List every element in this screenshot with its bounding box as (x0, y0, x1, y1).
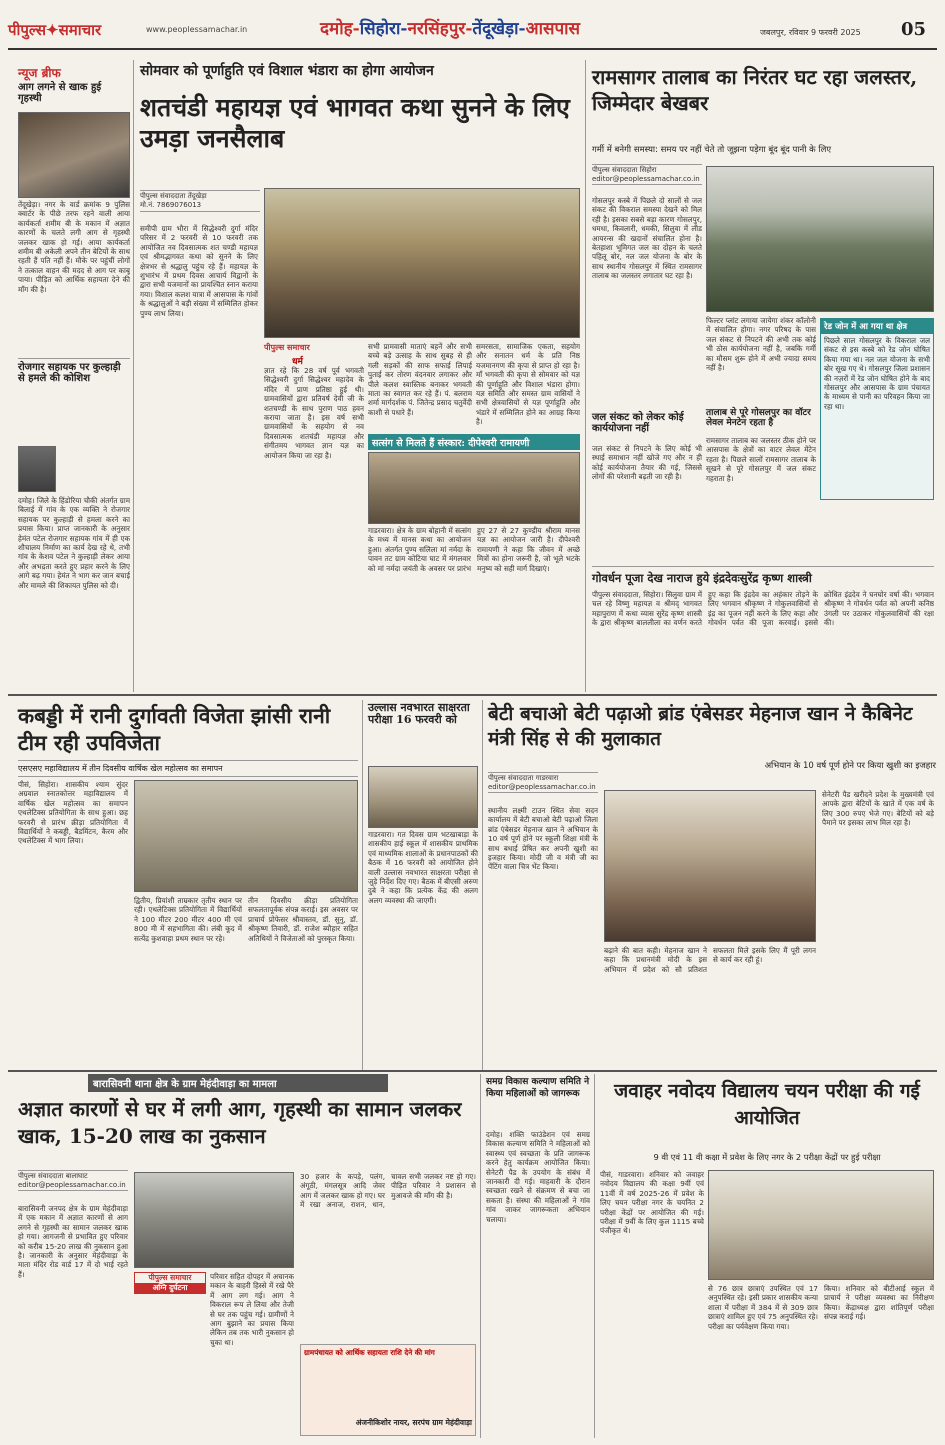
lead-kicker: सोमवार को पूर्णाहुति एवं विशाल भंडारा का होगा आयोजन (140, 63, 434, 79)
lead-byline (140, 190, 260, 212)
region-damoh: दमोह- (320, 19, 360, 39)
lead-col4: समरसता, सामाजिक एकता, सहयोग और सनातन धर्म के प्रति निष्ठ यजमानगण की कृपा से प्राप्त हो रहा है। माँ भगवती की कृपा से सोमवार को यज्ञ की पूर्णाहुति और विशाल भंडारा होगा। यज्ञ समिति और समस्त ग्राम वासियों ने सभी क्षेत्रवासियों से यज्ञ पूर्णाहुति और भंडारे में सम्मिलित होने का आग्रह किया है। (476, 342, 580, 427)
lead-group-photo (264, 188, 580, 338)
aag-note-box (300, 1344, 476, 1436)
left-col-rule (133, 60, 134, 692)
navodaya-body2: से 76 छात्र छात्राएं उपस्थित एवं 17 अनुपस्थित रहे। इसी प्रकार शासकीय कन्या शाला में परीक्षा में 384 में से 309 छात्र छात्राएं शामिल हुए एवं 75 अनुपस्थित रहे। परीक्षा का पर्यवेक्षण किया गया। (708, 1284, 818, 1331)
dharm-badge (264, 342, 359, 354)
samagra-body: दमोह। शक्ति फाउंडेशन एवं समग्र विकास कल्याण समिति ने महिलाओं को स्वास्थ्य एवं स्वच्छता के प्रति जागरूक करने हेतु कार्यक्रम आयोजित किया। सेनेटरी पैड के उपयोग के संबंध में जानकारी दी गई। माहवारी के दौरान स्वच्छता रखने से संक्रमण से बचा जा सकता है। संस्था की महिलाओं ने गांव गांव जाकर जागरूकता अभियान चलाया। (486, 1130, 590, 1224)
aag-sub-label: अग्नि दुर्घटना (135, 1283, 205, 1293)
satsang-photo (368, 452, 580, 524)
aag-signature: अंजनीकिशोर नायर, सरपंच ग्राम मेहंदीवाड़ा (355, 1418, 472, 1427)
beti-body3: सेनेटरी पैड खरीदने प्रदेश के मुख्यमंत्री एवं आपके द्वारा बेटियों के खाते में एक वर्ष के लिए 300 रुपए भेजे गए। बेटियों को बड़े पैमाने पर इसका लाभ मिल रहा है। (822, 790, 934, 828)
navodaya-exam-photo (708, 1170, 934, 1280)
lead-headline: शतचंडी महायज्ञ एवं भागवत कथा सुनने के लिए उमड़ा जनसैलाब (140, 93, 570, 154)
navodaya-body3: किया। शनिवार को बीटीआई स्कूल में प्राचार्य ने परीक्षा व्यवस्था का निरीक्षण किया। केंद्राध्यक्ष द्वारा शांतिपूर्ण परीक्षा संपन्न कराई गई। (824, 1284, 934, 1322)
kabaddi-photo (134, 780, 358, 892)
dharm-label: धर्म (292, 357, 303, 367)
ramsagar-body1: गोसलपुर कस्बे में पिछले दो सालों से जल संकट की विकराल समस्या देखने को मिल रही है। इसका सबसे बड़ा कारण गोसलपुर, धमधा, किवलारी, धमकी, सिलुवा में लीड आयरन्स की खदानों संचालित होना है। बेतहाशा भूमिगत जल का दोहन के चलते पहिलू बोर, नल जल योजना के बोर के साथ स्थानीय गोसलपुर में स्थित रामसागर तालाब का जलस्तर लगातार घट रहा है। (592, 196, 702, 281)
ramsagar-byline-name: पीपुल्स संवाददाता (592, 166, 638, 174)
kabaddi-right-rule (362, 700, 363, 1070)
brand-left: पीपुल्स (8, 21, 47, 39)
upper-section-rule (8, 694, 937, 696)
lead-mobile: मो.नं. 7869076013 (140, 201, 202, 209)
lead-col1: समीपी ग्राम भौरा में सिद्धेश्वरी दुर्गा मंदिर परिसर में 2 फरवरी से 10 फरवरी तक आयोजित नव दिवसात्मक शत चण्डी महायज्ञ एवं श्रीमद्भागवत कथा को सुनने के लिए क्षेत्रभर से श्रद्धालु पहुंच रहे हैं। महायज्ञ के शुभारंभ में प्रथम दिवस आचार्य विद्वानों के द्वारा सभी यजमानों का प्रायश्चित स्नान कराया गया। विशाल कलश यात्रा में आसपास के गांवों के श्रद्धालुओं ने बड़ी संख्या में सम्मिलित होकर पुण्य लाभ लिया। (140, 224, 258, 318)
navodaya-headline: जवाहर नवोदय विद्यालय चयन परीक्षा की गई आयोजित (614, 1080, 920, 1129)
region-aaspaas: आसपास (525, 19, 581, 39)
aag-right-rule (480, 1074, 481, 1438)
region-sihora: सिहोरा- (359, 19, 408, 39)
brand-logo (8, 20, 101, 40)
brand-right: समाचार (58, 21, 102, 39)
beti-byline-name: पीपुल्स संवाददाता (488, 774, 534, 782)
brief-headline-fire: आग लगने से खाक हुई गृहस्थी (18, 82, 102, 105)
brand-star-icon: ✦ (46, 21, 59, 39)
aag-byline-name: पीपुल्स संवाददाता (18, 1172, 64, 1180)
aag-email: editor@peoplessamachar.co.in (18, 1181, 126, 1189)
saksharta-headline: उल्लास नवभारत साक्षरता परीक्षा 16 फरवरी को (368, 701, 470, 727)
brief-body-attack: दमोह। जिले के हिंडोरिया चौकी अंतर्गत ग्राम बिलाई में गांव के एक व्यक्ति ने रोजगार सहायक पर कुल्हाड़ी से हमला करने का प्रयास किया। प्राप्त जानकारी के अनुसार हेमंत पटेल रोजगार सहायक गांव में ही एक शौचालय निर्माण का कार्य देख रहे थे, तभी गांव के केशव पटेल ने कुल्हाड़ी लेकर आया और अभद्रता करते हुए प्रहार करने के लिए आगे बढ़ गया। हेमंत ने भाग कर जान बचाई और मामले की शिकायत पुलिस को दी। (18, 496, 130, 590)
kabaddi-headline: कबड्डी में रानी दुर्गावती विजेता झांसी रानी टीम रही उपविजेता (18, 703, 331, 756)
lead-col3: सभी प्रामवासी माताएं बहनें और सभी बच्चे बड़े उत्साह के साथ सुबह से ही गली सड़कों की साफ सफाई लिपाई पुताई कर तोरण वंदनवार लगाकर और पीले कलश स्वास्तिक बनाकर भगवती माता का स्वागत कर रहे हैं। पं. बलराम शर्मा मार्गदर्शक पं. जितेन्द्र प्रसाद चतुर्वेदी काशी से पधारे हैं। (368, 342, 472, 417)
brief-headline-attack: रोजगार सहायक पर कुल्हाड़ी से हमले की कोशिश (18, 362, 121, 385)
kabaddi-body3: तीन दिवसीय क्रीड़ा प्रतियोगिता सफलतापूर्वक संपन्न कराई। इस अवसर पर प्राचार्य प्रोफेसर श्रीवास्तव, डॉ. सुनु, डॉ. श्रीकृष्ण तिवारी, डॉ. राजेश ब्यौहार सहित अतिथियों ने विजेताओं को पुरस्कृत किया। (248, 896, 358, 943)
ramsagar-byline-place: सिहोरा (639, 166, 657, 174)
ramsagar-body2: फिल्टर प्लांट लगाया जायेगा शंकर कॉलोनी में संचालित होगा। नगर परिषद के पास जल संकट से निपटने की अभी तक कोई भी ठोस कार्ययोजना नहीं है, जबकि गर्मी का मौसम शुरू होने में अभी ज्यादा समय नहीं है। (706, 316, 816, 373)
aag-house-photo (134, 1172, 294, 1268)
middle-section-rule (8, 1070, 937, 1072)
satsang-banner (368, 434, 580, 450)
site-url: www.peoplessamachar.in (146, 25, 248, 34)
brief-divider (18, 358, 130, 359)
ramsagar-body3: जल संकट से निपटने के लिए कोई भी स्थाई समाधान नहीं खोजे गए और न ही कोई कार्ययोजना तैयार की गई, जिससे लोगों की परेशानी बढ़ती जा रही है। (592, 444, 702, 482)
aag-sub-brand: पीपुल्स समाचार (148, 1273, 192, 1282)
saksharta-body: गाडरवारा। गत दिवस ग्राम भटखाबाड़ा के शासकीय हाई स्कूल में शासकीय प्राथमिक एवं माध्यमिक शालाओं के प्रधानपाठकों की बैठक में 16 फरवरी को आयोजित होने वाली उल्लास नवभारत साक्षरता परीक्षा से जुड़े निर्देश दिए गए। बैठक में बीएसी अरुण दुबे ने कहा कि प्रत्येक केंद्र की अलग अलग व्यवस्था की जाएगी। (368, 830, 478, 905)
lead-col2-body: ज्ञात रहे कि 28 वर्ष पूर्व भगवती सिद्धेश्वरी दुर्गा सिद्धेश्वर महादेव के मंदिर में प्राण प्रतिष्ठा हुई थी। ग्रामवासियों द्वारा प्रतिवर्ष देवी जी के शतचण्डी के साथ पुराण पाठ हवन कराया जाता है। इस वर्ष सभी ग्रामवासियों के सहयोग से नव दिवसात्मक शतचंडी महायज्ञ और संगीतमय भागवत ज्ञान यज्ञ का आयोजन किया जा रहा है। (264, 366, 364, 460)
navodaya-deck: 9 वी एवं 11 वी कक्षा में प्रवेश के लिए नगर के 2 परीक्षा केंद्रों पर हुई परीक्षा (653, 1152, 881, 1162)
redzone-label: रेड जोन में आ गया था क्षेत्र (821, 319, 933, 334)
aag-body2: परिवार सहित दोपहर में अचानक मकान के बाहरी हिस्से में रखे पैरे में आग लग गई। आग ने विकराल रूप ले लिया और तेजी से घर तक पहुंच गई। ग्रामीणों ने आग बुझाने का प्रयास किया लेकिन तब तक भारी नुकसान हो चुका था। (210, 1272, 294, 1347)
ramsagar-body4: रामसागर तालाब का जलस्तर ठीक होने पर आसपास के क्षेत्रों का वाटर लेवल मेंटेन रहता है। पिछले सालों रामसागर तालाब के सूखने से पूरे गोसलपुर में जल संकट गहराता है। (706, 436, 816, 483)
region-tendukheda: तेंदूखेड़ा- (472, 19, 526, 39)
ramsagar-pond-photo (706, 166, 934, 312)
samagra-kicker: समग्र विकास कल्याण समिति ने किया महिलाओं को जागरूक (486, 1077, 590, 1100)
aag-sub-box (134, 1272, 206, 1294)
ramsagar-email: editor@peoplessamachar.co.in (592, 175, 700, 183)
ramsagar-sub2: तालाब से पूरे गोसलपुर का वॉटर लेवल मेनटेन रहता है (706, 408, 811, 429)
dharm-brand: पीपुल्स समाचार (264, 343, 310, 352)
ramsagar-sub1: जल संकट को लेकर कोई कार्ययोजना नहीं (592, 412, 684, 435)
aag-kicker: बारासिवनी थाना क्षेत्र के ग्राम मेहंदीवाड़ा का मामला (88, 1074, 388, 1092)
redzone-body: पिछले साल गोसलपुर के विकराल जल संकट से इस कस्बे को रेड जोन घोषित किया गया था। नल जल योजना के सभी बोर सूख गए थे। गोसलपुर जिला प्रशासन की नज़रों में रेड जोन घोषित होने के बाद गोसलपुर और आसपास के ग्राम पंचायत के माध्यम से पानी का परिवहन किया जा रहा था। (824, 336, 930, 411)
saksharta-photo (368, 766, 478, 828)
brief-body-fire: तेंदूखेड़ा। नगर के वार्ड क्रमांक 9 पुलिस क्वार्टर के पीछे तरफ रहने वाली आया कार्यकर्ता शमीम बी के मकान में अज्ञात कारणों के चलते लगी आग से गृहस्थी जलकर खाक हो गई। आया कार्यकर्ता शमीम बी अकेली अपने तीन बेटियों के साथ रहती हैं पति नहीं हैं। मौके पर पहुंचीं लोगों ने तत्काल वाहन की मदद से आग पर काबू पाया। पीड़ित को आर्थिक सहायता देने की माँग की है। (18, 200, 130, 294)
beti-body1: स्थानीय लक्ष्मी टाउन स्थित सेवा सदन कार्यालय में बेटी बचाओ बेटी पढ़ाओ जिला ब्रांड एंबेसडर मेहनाज खान ने अभियान के 10 वर्ष पूर्ण होने पर स्कूली शिक्षा मंत्री के साथ बधाई प्रेषित कर अपनी खुशी का इजहार किया। मोदी जी व मंत्री जी का पेंटिंग वाला चित्र भेंट किया। (488, 806, 598, 872)
navodaya-body1: पीसं, गाडरवारा। शनिवार को जवाहर नवोदय विद्यालय की कक्षा 9वीं एवं 11वीं में वर्ष 2025-26 में प्रवेश के लिए चयन परीक्षा नगर के चयनित 2 परीक्षा केंद्रों पर आयोजित की गई। परीक्षा में 9वीं के लिए कुल 1115 बच्चे पंजीकृत थे। (600, 1170, 704, 1236)
aag-byline-place: बालाघाट (65, 1172, 88, 1180)
beti-headline: बेटी बचाओ बेटी पढ़ाओ ब्रांड एंबेसडर मेहनाज खान ने कैबिनेट मंत्री सिंह से की मुलाकात (488, 703, 913, 750)
aag-note: ग्रामपंचायत को आर्थिक सहायता राशि देने की मांग (304, 1348, 435, 1357)
redzone-box (820, 318, 934, 500)
beti-deck: अभियान के 10 वर्ष पूर्ण होने पर किया खुशी का इजहार (764, 761, 936, 771)
satsang-body: गाडरवारा। क्षेत्र के ग्राम बोहानी में सत्संग के मध्य में मानस कथा का आयोजन हुआ। अंतर्गत पुण्य सलिला मां नर्मदा के पावन तट ग्राम कोटिया घाट में मंगलवार को मां नर्मदा जयंती के अवसर पर प्रारंभ हुए 27 से 27 कुण्डीय श्रीराम मानस यज्ञ का आयोजन जारी है। दीपेश्वरी रामायणी ने कहा कि जीवन में अच्छे मित्रों का होना जरूरी है, जो भूले भटके मनुष्य को सही मार्ग दिखाएं। (368, 526, 580, 573)
ramsagar-byline (592, 164, 702, 185)
news-brief-label: न्यूज ब्रीफ (18, 66, 61, 80)
lead-byline-name: पीपुल्स संवाददाता (140, 192, 186, 200)
beti-byline-place: गाडरवारा (535, 774, 559, 782)
masthead (8, 6, 937, 60)
kabaddi-body1: पीसं, सिहोरा। शासकीय श्याम सुंदर अग्रवाल स्नातकोत्तर महाविद्यालय में वार्षिक खेल महोत्सव का समापन एथलेटिक्स प्रतियोगिता के साथ हुआ। छह फरवरी से प्रारंभ क्रीड़ा प्रतियोगिता में विद्यार्थियों ने कबड्डी, बैडमिंटन, कैरम और एथलेटिक्स में भाग लिया। (18, 780, 128, 846)
aag-body3: 30 हजार के कपड़े, पलंग, अंगूठी, मंगलसूत्र आदि जेवर आग में जलकर खाक हो गए। घर में रखा अनाज, राशन, धान, चावल सभी जलकर नष्ट हो गए। पीड़ित परिवार ने प्रशासन से मुआवजे की माँग की है। (300, 1172, 476, 1210)
kabaddi-body2: द्वितीय, प्रियांशी ताम्रकार तृतीय स्थान पर रही। एथलेटिक्स प्रतियोगिता में विद्यार्थियों ने 100 मीटर 200 मीटर 400 मी एवं 800 मी में सहभागिता की। लंबी कूद में सत्येंद्र कुशवाहा प्रथम स्थान पर रहे। (134, 896, 242, 943)
dateline: जबलपुर, रविवार 9 फरवरी 2025 (760, 28, 861, 37)
beti-body2: बढ़ाने की बात कही। मेहनाज खान ने कहा कि प्रधानमंत्री मोदी के इस अभियान में प्रदेश को सौ प्रतिशत सफलता मिले इसके लिए मैं पूरी लगन से कार्य कर रही हूं। (604, 946, 816, 974)
masthead-rule (8, 48, 937, 50)
ramsagar-deck: गर्मी में बनेगी समस्या: समय पर नहीं चेते तो जूझना पड़ेगा बूंद बूंद पानी के लिए (592, 145, 832, 155)
govardhan-headline: गोवर्धन पूजा देख नाराज हुये इंद्रदेवःसुरेंद्र कृष्ण शास्त्री (592, 571, 812, 585)
fire-damage-photo (18, 112, 130, 198)
beti-email: editor@peoplessamachar.co.in (488, 783, 596, 791)
region-narsinghpur: नरसिंहपुर- (407, 19, 473, 39)
accused-photo (18, 446, 56, 492)
lead-byline-place: तेंदूखेड़ा (187, 192, 207, 200)
region-strip (320, 16, 580, 39)
saksharta-right-rule (482, 700, 483, 1070)
kabaddi-deck: एसएसए महाविद्यालय में तीन दिवसीय वार्षिक खेल महोत्सव का समापन (18, 760, 358, 777)
ramsagar-divider (592, 566, 934, 567)
beti-meeting-photo (604, 790, 816, 942)
lead-right-rule (585, 60, 586, 692)
beti-byline (488, 772, 598, 793)
govardhan-body: पीपुल्स संवाददाता, सिहोरा। सिलुवा ग्राम में चल रहे विष्णु महायज्ञ व श्रीमद् भागवत महापुराण में कथा व्यास सुरेंद्र कृष्ण शास्त्री के द्वारा श्रीकृष्ण बाललीला का वर्णन करते हुए कहा कि इंद्रदेव का अहंकार तोड़ने के लिए भगवान श्रीकृष्ण ने गोकुलवासियों से इंद्र का पूजन नहीं करने के लिए कहा और गोवर्धन पर्वत की पूजा करवाई। इससे क्रोधित इंद्रदेव ने घनघोर वर्षा की। भगवान श्रीकृष्ण ने गोवर्धन पर्वत को अपनी कनिष्ठ उंगली पर उठाकर गोकुलवासियों की रक्षा की। (592, 590, 934, 628)
ramsagar-headline: रामसागर तालाब का निरंतर घट रहा जलस्तर, जिम्मेदार बेखबर (592, 65, 918, 115)
page-number: 05 (901, 19, 927, 40)
aag-headline: अज्ञात कारणों से घर में लगी आग, गृहस्थी का सामान जलकर खाक, 15-20 लाख का नुकसान (18, 1097, 462, 1148)
samagra-right-rule (594, 1074, 595, 1438)
satsang-kicker: सत्संग से मिलते हैं संस्कार: दीपेश्वरी रामायणी (372, 438, 530, 449)
aag-body1: बारासिवनी जनपद क्षेत्र के ग्राम मेहंदीवाड़ा में एक मकान में अज्ञात कारणों से आग लगने से गृहस्थी का सामान जलकर खाक हो गया। आगजनी से प्रभावित हुए परिवार को करीब 15-20 लाख की नुकसान हुआ है। जानकारी के अनुसार मेहंदीवाड़ा के माता मंदिर रोड वार्ड 17 में दो भाई रहते हैं। (18, 1204, 128, 1279)
aag-byline (18, 1170, 128, 1191)
